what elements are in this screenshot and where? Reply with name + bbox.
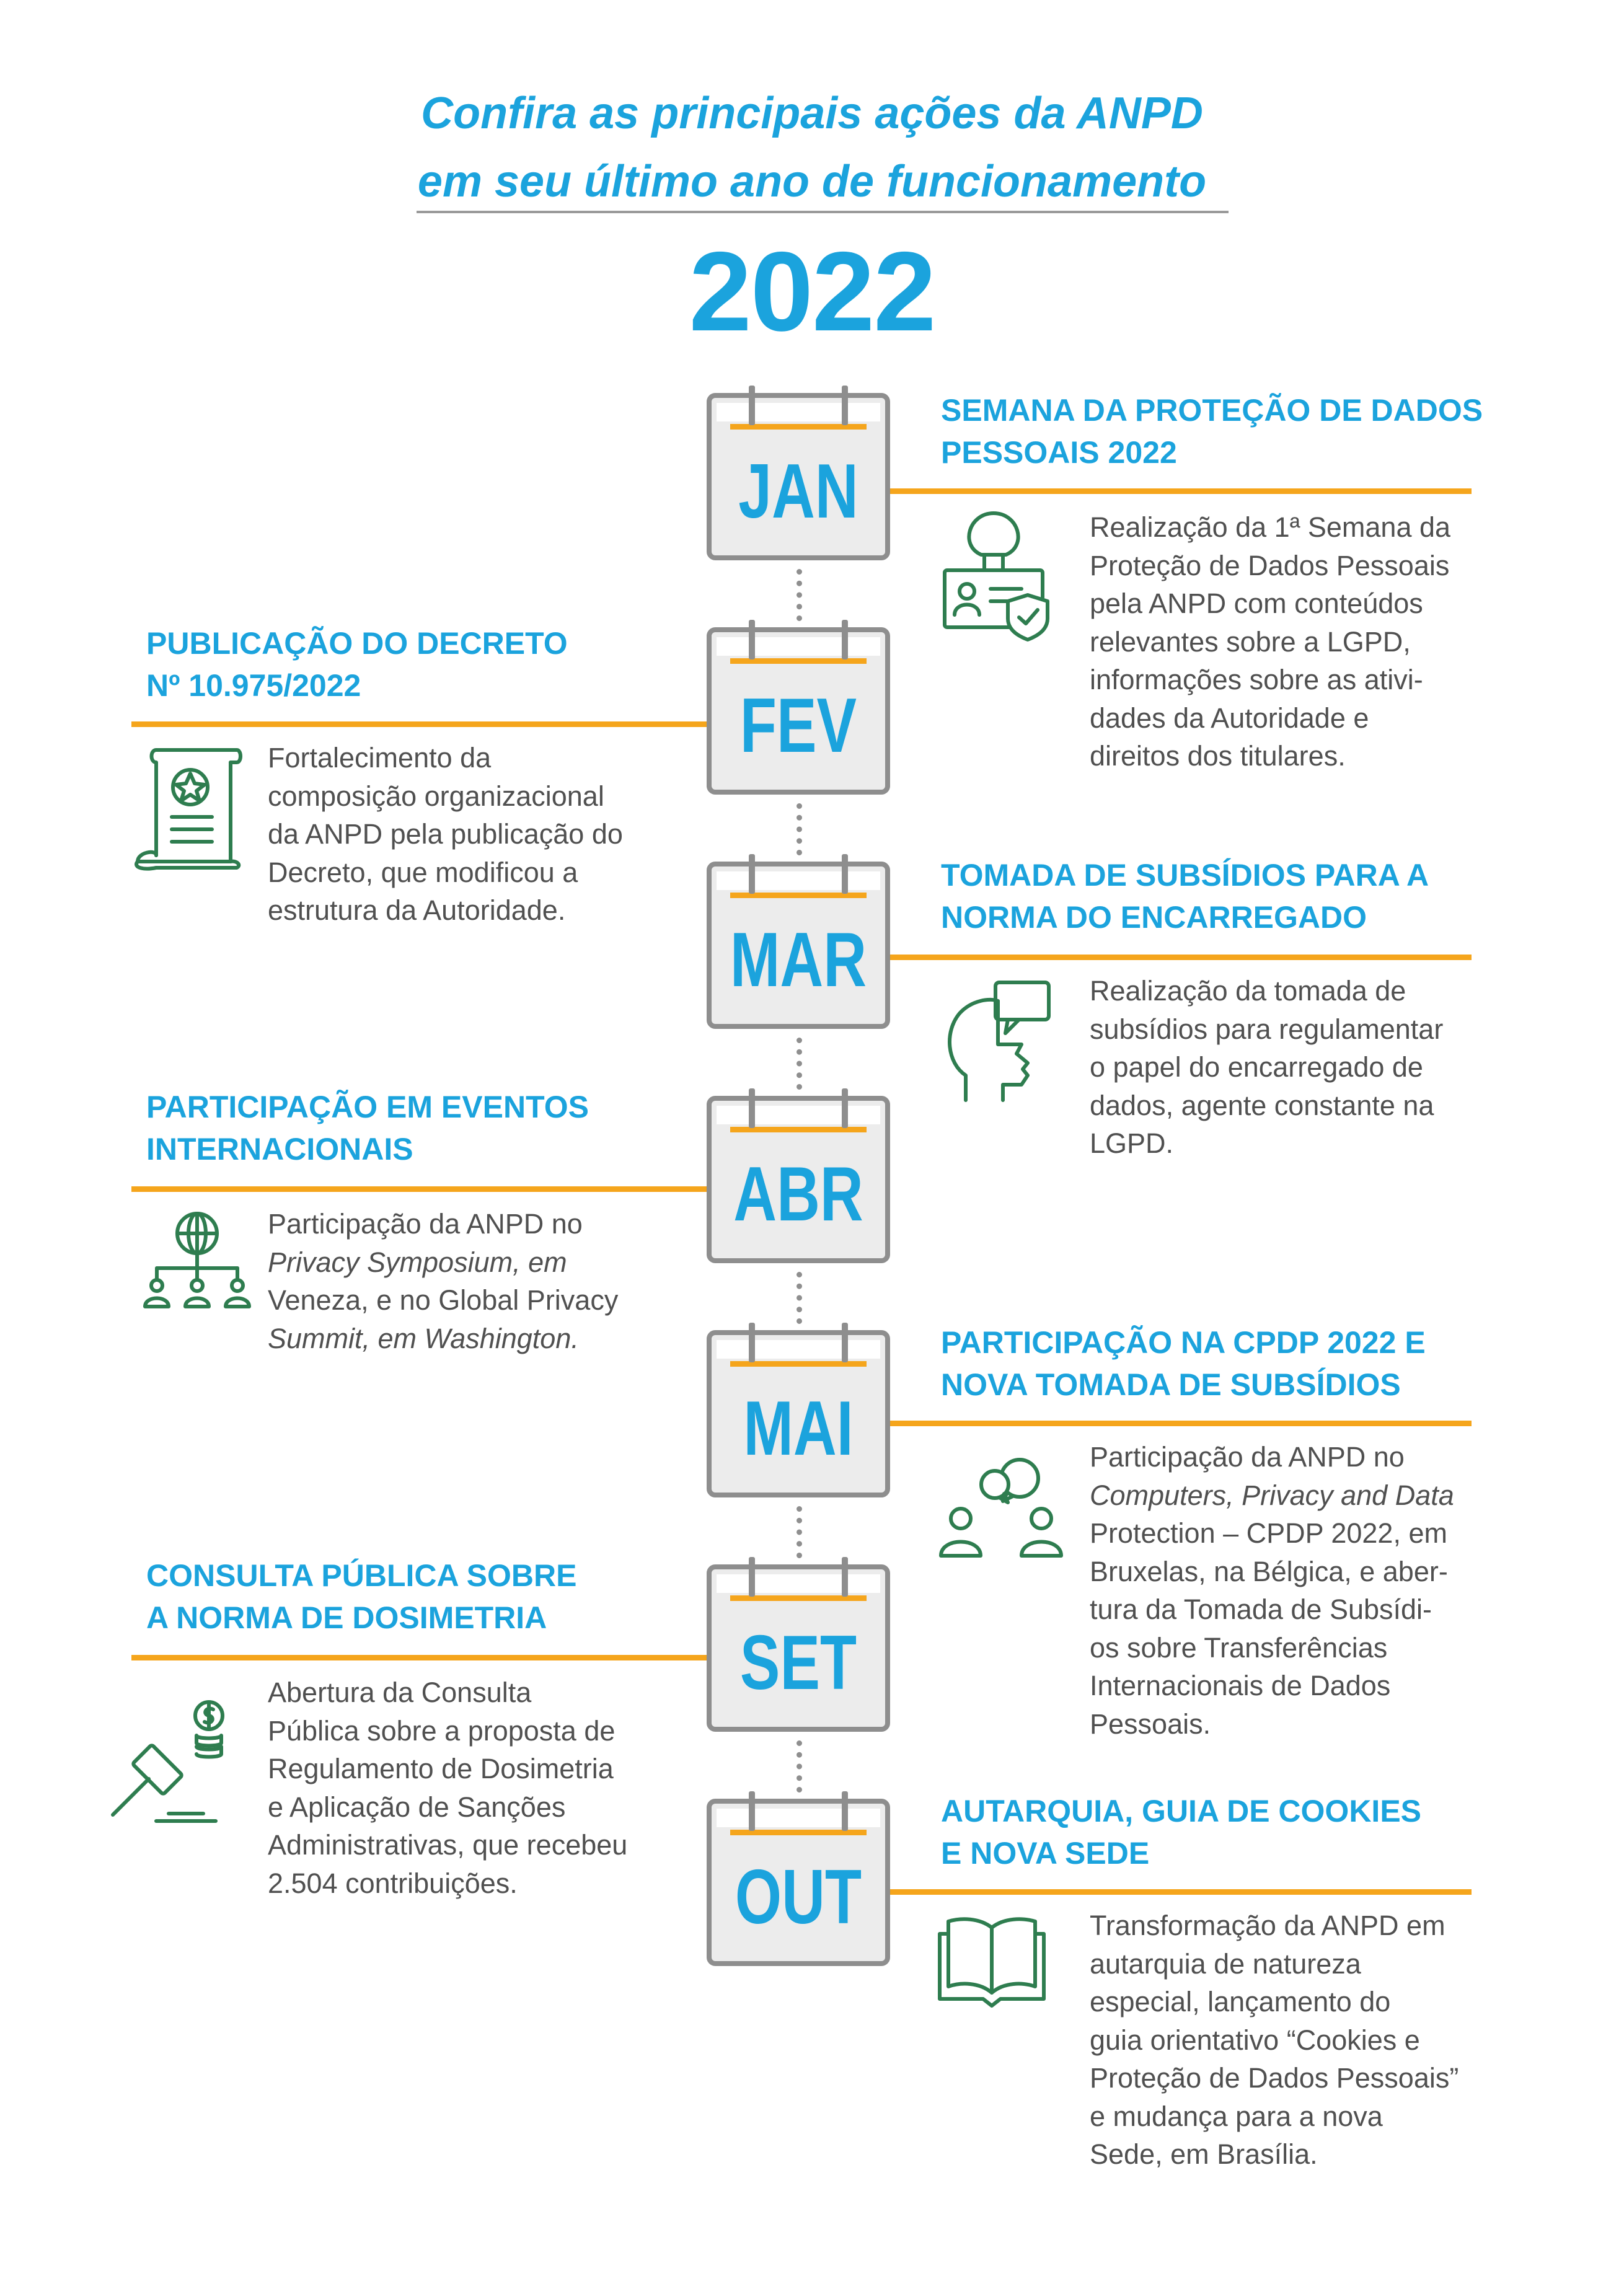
connector-line <box>890 488 1472 494</box>
timeline-dots <box>797 569 802 621</box>
timeline-dots <box>797 1272 802 1324</box>
calendar-set <box>707 1557 890 1732</box>
event-desc-mai: Participação da ANPD no Computers, Privacy and Data Protection – CPDP 2022, em Bruxelas, na Bélgica, e aber- tura da Tomada de Subsídi- os sobre Transferências Internacionais de Dados Pessoais. <box>1090 1441 1454 1740</box>
connector-line <box>890 955 1472 960</box>
header-title-line2: em seu último ano de funcionamento <box>417 157 1207 206</box>
calendar-out <box>707 1791 890 1966</box>
month-label: ABR <box>733 1152 863 1237</box>
open-book-icon <box>936 1909 1048 2008</box>
event-title-fev: PUBLICAÇÃO DO DECRETO Nº 10.975/2022 <box>146 626 568 703</box>
timeline-dots <box>797 1038 802 1090</box>
month-label: MAI <box>743 1386 854 1471</box>
people-chat-icon <box>936 1450 1066 1562</box>
calendar-mar <box>707 854 890 1029</box>
event-desc-mar: Realização da tomada de subsídios para regulamentar o papel do encarregado de dados, agente constante na LGPD. <box>1090 975 1444 1159</box>
globe-network-icon <box>141 1209 253 1314</box>
calendar-jan <box>707 386 890 560</box>
event-desc-jan: Realização da 1ª Semana da Proteção de Dados Pessoais pela ANPD com conteúdos relevantes sobre a LGPD, informações sobre as ativi- dades da Autoridade e direitos dos titulares. <box>1090 511 1451 772</box>
timeline-dots <box>797 1506 802 1558</box>
calendar-mai <box>707 1323 890 1497</box>
decree-scroll-icon <box>131 744 243 874</box>
event-desc-abr: Participação da ANPD no Privacy Symposium, em Veneza, e no Global Privacy Summit, em Washington. <box>268 1208 619 1354</box>
header-divider <box>417 211 1229 213</box>
event-title-mar: TOMADA DE SUBSÍDIOS PARA A NORMA DO ENCARREGADO <box>941 858 1429 935</box>
month-label: OUT <box>735 1854 862 1940</box>
year-heading: 2022 <box>689 228 935 355</box>
month-label: MAR <box>730 917 867 1003</box>
connector-line <box>131 1655 707 1660</box>
head-speech-bubble-icon <box>941 976 1053 1106</box>
timeline-dots <box>797 1740 802 1793</box>
connector-line <box>131 1186 707 1192</box>
event-title-out: AUTARQUIA, GUIA DE COOKIES E NOVA SEDE <box>941 1794 1422 1871</box>
month-label: FEV <box>739 683 857 769</box>
connector-line <box>890 1889 1472 1895</box>
event-desc-set: Abertura da Consulta Pública sobre a proposta de Regulamento de Dosimetria e Aplicação de Sanções Administrativas, que recebeu 2.504 contribuições. <box>268 1677 628 1899</box>
event-desc-out: Transformação da ANPD em autarquia de natureza especial, lançamento do guia orientativo “Cookies e Proteção de Dados Pessoais” e mudança para a nova Sede, em Brasília. <box>1090 1910 1459 2170</box>
header-title-line1: Confira as principais ações da ANPD <box>421 89 1203 138</box>
event-title-mai: PARTICIPAÇÃO NA CPDP 2022 E NOVA TOMADA DE SUBSÍDIOS <box>941 1325 1426 1402</box>
event-title-abr: PARTICIPAÇÃO EM EVENTOS INTERNACIONAIS <box>146 1090 589 1166</box>
month-label: SET <box>739 1620 857 1706</box>
event-title-jan: SEMANA DA PROTEÇÃO DE DADOS PESSOAIS 2022 <box>941 393 1483 470</box>
header-title <box>0 79 1624 216</box>
event-desc-fev: Fortalecimento da composição organizacional da ANPD pela publicação do Decreto, que modificou a estrutura da Autoridade. <box>268 742 623 926</box>
calendar-abr <box>707 1088 890 1263</box>
month-label: JAN <box>738 449 858 534</box>
id-badge-shield-icon <box>941 508 1053 645</box>
timeline-dots <box>797 803 802 855</box>
connector-line <box>131 721 707 727</box>
event-title-set: CONSULTA PÚBLICA SOBRE A NORMA DE DOSIMETRIA <box>146 1558 577 1635</box>
connector-line <box>890 1421 1472 1426</box>
gavel-coins-icon <box>107 1698 231 1828</box>
calendar-fev <box>707 620 890 795</box>
